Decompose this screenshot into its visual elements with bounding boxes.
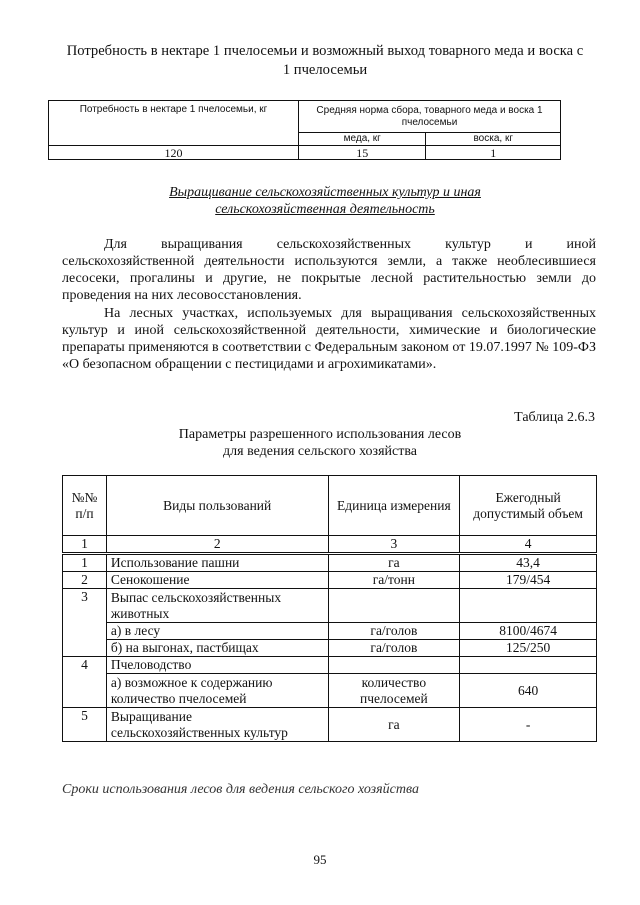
table-row bbox=[63, 572, 597, 589]
row-unit: количество пчелосемей bbox=[328, 674, 460, 708]
row-volume: 179/454 bbox=[460, 572, 597, 589]
row-type: Выпас сельскохозяйственных животных bbox=[106, 589, 328, 623]
row-unit: га bbox=[328, 708, 460, 742]
row-num: 4 bbox=[63, 657, 107, 708]
table-row bbox=[63, 674, 597, 708]
honey-wax-table bbox=[48, 100, 561, 160]
table-title-line-2: для ведения сельского хозяйства bbox=[223, 444, 417, 459]
row-volume: 125/250 bbox=[460, 640, 597, 657]
row-volume: 43,4 bbox=[460, 554, 597, 572]
section-heading-crops bbox=[120, 184, 530, 218]
row-unit: га/голов bbox=[328, 623, 460, 640]
heading-line-1: Потребность в нектаре 1 пчелосемьи и возможный выход товарного меда и воска с bbox=[66, 43, 584, 59]
row-num: 3 bbox=[63, 589, 107, 657]
subheader-honey: меда, кг bbox=[299, 133, 426, 146]
header-type: Виды пользований bbox=[106, 476, 328, 536]
header-norm: Средняя норма сбора, товарного меда и воска 1 пчелосемьи bbox=[299, 101, 561, 133]
heading-honey-output bbox=[40, 42, 610, 80]
table-row bbox=[63, 640, 597, 657]
value-wax: 1 bbox=[426, 146, 561, 160]
header-volume: Ежегодный допустимый объем bbox=[460, 476, 597, 536]
header-unit: Единица измерения bbox=[328, 476, 460, 536]
value-nectar: 120 bbox=[49, 146, 299, 160]
table-row bbox=[63, 623, 597, 640]
row-unit: га/голов bbox=[328, 640, 460, 657]
row-unit: га/тонн bbox=[328, 572, 460, 589]
row-type: Пчеловодство bbox=[106, 657, 328, 674]
table-row bbox=[63, 554, 597, 572]
row-unit: га bbox=[328, 554, 460, 572]
table-number: Таблица 2.6.3 bbox=[514, 410, 595, 425]
row-num: 2 bbox=[63, 572, 107, 589]
paragraph-1-first-line: Для выращивания сельскохозяйственных культур и иной bbox=[104, 237, 596, 252]
row-volume: - bbox=[460, 708, 597, 742]
row-type: а) возможное к содержанию количество пчелосемей bbox=[106, 674, 328, 708]
heading-line-2: 1 пчелосемьи bbox=[282, 62, 368, 78]
row-volume: 8100/4674 bbox=[460, 623, 597, 640]
row-type: Сенокошение bbox=[106, 572, 328, 589]
paragraph-1-rest: сельскохозяйственной деятельности используются земли, а также необлесившиеся лесосеки, прогалины и другие, не покрытые лесной растительностью земли до проведения на них лесовосстановления. bbox=[62, 254, 596, 303]
row-unit-empty bbox=[328, 657, 460, 674]
col-number-2: 2 bbox=[106, 536, 328, 554]
col-number-1: 1 bbox=[63, 536, 107, 554]
section-line-1: Выращивание сельскохозяйственных культур и иная bbox=[169, 185, 481, 200]
section-heading-terms: Сроки использования лесов для ведения сельского хозяйства bbox=[62, 782, 419, 797]
row-type: Использование пашни bbox=[106, 554, 328, 572]
table-row bbox=[63, 657, 597, 674]
page-number: 95 bbox=[313, 852, 327, 867]
header-nectar: Потребность в нектаре 1 пчелосемьи, кг bbox=[49, 101, 299, 146]
row-volume-empty bbox=[460, 589, 597, 623]
header-num: №№ п/п bbox=[63, 476, 107, 536]
row-num: 5 bbox=[63, 708, 107, 742]
paragraph-pesticides: На лесных участках, используемых для выращивания сельскохозяйственных культур и иной сельскохозяйственной деятельности, химические и биологические препараты применяются в соответствии с Федеральным законом от 19.07.1997 № 109-ФЗ «О безопасном обращении с пестицидами и агрохимикатами». bbox=[62, 306, 596, 372]
forest-use-parameters-table bbox=[62, 475, 597, 742]
section-line-2: сельскохозяйственная деятельность bbox=[215, 202, 435, 217]
table-title bbox=[100, 426, 540, 460]
row-volume-empty bbox=[460, 657, 597, 674]
row-type: Выращивание сельскохозяйственных культур bbox=[106, 708, 328, 742]
row-volume: 640 bbox=[460, 674, 597, 708]
paragraph-land-use bbox=[62, 236, 596, 304]
row-type: б) на выгонах, пастбищах bbox=[106, 640, 328, 657]
col-number-3: 3 bbox=[328, 536, 460, 554]
table-row bbox=[63, 589, 597, 623]
row-unit-empty bbox=[328, 589, 460, 623]
row-type: а) в лесу bbox=[106, 623, 328, 640]
table-row bbox=[63, 708, 597, 742]
subheader-wax: воска, кг bbox=[426, 133, 561, 146]
table-title-line-1: Параметры разрешенного использования лесов bbox=[178, 427, 462, 442]
col-number-4: 4 bbox=[460, 536, 597, 554]
row-num: 1 bbox=[63, 554, 107, 572]
value-honey: 15 bbox=[299, 146, 426, 160]
